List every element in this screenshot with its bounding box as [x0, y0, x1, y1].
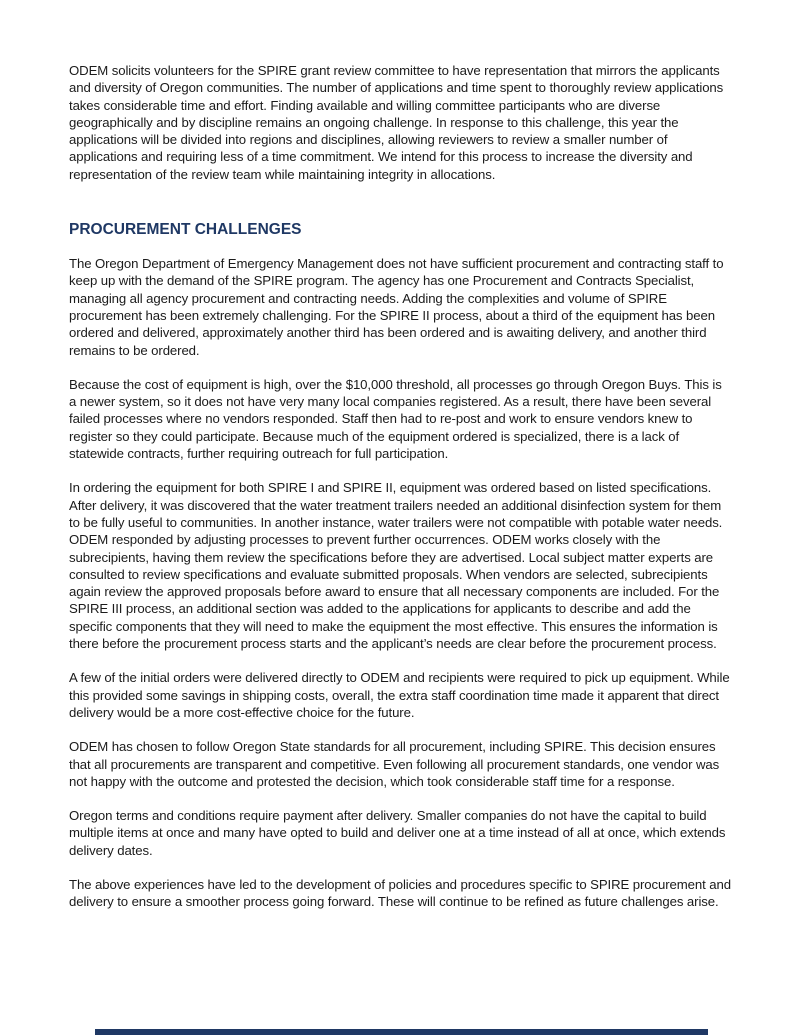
body-paragraph-payment-terms: Oregon terms and conditions require payment after delivery. Smaller companies do not have the capital to build multiple items at once and many have opted to build and deliver one at a time instead of all at once, which extends delivery dates. — [69, 808, 726, 858]
intro-paragraph: ODEM solicits volunteers for the SPIRE grant review committee to have representation that mirrors the applicants and diversity of Oregon communities. The number of applications and time spent to thoroughly review applications takes considerable time and effort. Finding available and willing committee participants who are diverse geographically and by discipline remains an ongoing challenge. In response to this challenge, this year the applications will be divided into regions and disciplines, allowing reviewers to review a smaller number of applications and requiring less of a time commitment. We intend for this process to increase the diversity and representation of the review team while maintaining integrity in allocations. — [69, 63, 724, 182]
body-paragraph-delivery-pickup: A few of the initial orders were delivered directly to ODEM and recipients were required to pick up equipment. While this provided some savings in shipping costs, overall, the extra staff coordination time made it apparent that direct delivery would be a more cost-effective choice for the future. — [69, 670, 730, 720]
page-content — [69, 62, 732, 928]
footer-accent-bar — [95, 1029, 708, 1035]
body-paragraph-state-standards: ODEM has chosen to follow Oregon State standards for all procurement, including SPIRE. This decision ensures that all procurements are transparent and competitive. Even following all procurement standards, one vendor was not happy with the outcome and protested the decision, which took considerable staff time for a response. — [69, 739, 720, 789]
section-heading-procurement-challenges: PROCUREMENT CHALLENGES — [69, 221, 302, 239]
body-paragraph-specifications: In ordering the equipment for both SPIRE I and SPIRE II, equipment was ordered based on listed specifications. After delivery, it was discovered that the water treatment trailers needed an additional disinfection system for them to be fully useful to communities. In another instance, water trailers were not compatible with potable water needs. ODEM responded by adjusting processes to prevent further occurrences. ODEM works closely with the subrecipients, having them review the specifications before they are advertised. Local subject matter experts are consulted to review specifications and evaluate submitted proposals. When vendors are selected, subrecipients again review the approved proposals before award to ensure that all necessary components are included. For the SPIRE III process, an additional section was added to the applications for applicants to describe and add the specific components that they will need to make the equipment the most effective. This ensures the information is there before the procurement process starts and the applicant’s needs are clear before the procurement process. — [69, 480, 723, 652]
body-paragraph-policies: The above experiences have led to the development of policies and procedures specific to SPIRE procurement and delivery to ensure a smoother process going forward. These will continue to be refined as future challenges arise. — [69, 876, 731, 910]
body-paragraph-staffing: The Oregon Department of Emergency Management does not have sufficient procurement and contracting staff to keep up with the demand of the SPIRE program. The agency has one Procurement and Contracts Specialist, managing all agency procurement and contracting needs. Adding the complexities and volume of SPIRE procurement has been extremely challenging. For the SPIRE II process, about a third of the equipment has been ordered and delivered, approximately another third has been ordered and is awaiting delivery, and another third remains to be ordered. — [69, 256, 724, 358]
body-paragraph-oregon-buys: Because the cost of equipment is high, over the $10,000 threshold, all processes go through Oregon Buys. This is a newer system, so it does not have very many local companies registered. As a result, there have been several failed processes where no vendors responded. Staff then had to re-post and work to ensure vendors knew to register so they could participate. Because much of the equipment ordered is specialized, there is a lack of statewide contracts, further requiring outreach for full participation. — [69, 376, 722, 462]
